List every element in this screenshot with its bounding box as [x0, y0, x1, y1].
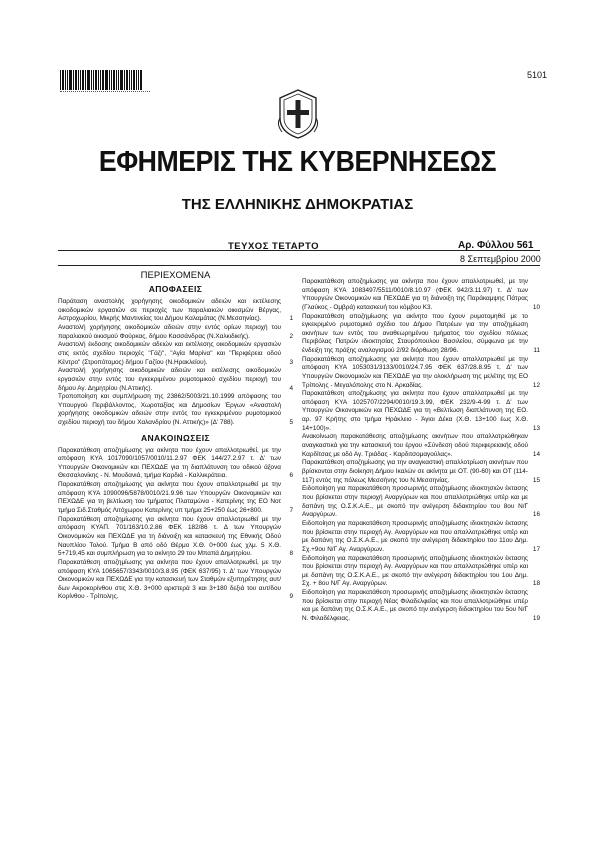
- entry-page-number: 15: [532, 476, 540, 484]
- announcements-list-right: [302, 278, 540, 623]
- entry-text: Αναστολή χορήγησης οικοδομικών αδειών στην εντός ορίων περιοχή του παραλιακού οικισμού Φούρκας, δήμου Κασσάνδρας (Ν.Χαλκιδικής).: [58, 323, 281, 340]
- announcements-list-left: [58, 447, 293, 602]
- entry-text: Παράταση αναστολής χορήγησης οικοδομικών αδειών και εκτέλεσης οικοδομικών εργασιών σε περιοχές των παραλιακών οικισμών Βέργας, Αστροχωρίου, Μικρής Μαντινείας του Δήμου Καλαμάτας (Ν.Μεσσηνίας).: [58, 298, 281, 323]
- entry-page-number: 2: [289, 332, 293, 340]
- entry-page-number: 6: [289, 472, 293, 480]
- barcode: [60, 64, 150, 90]
- contents-entry: [302, 433, 540, 459]
- contents-entry: [58, 559, 293, 602]
- contents-entry: [58, 324, 293, 341]
- contents-entry: [58, 367, 293, 393]
- contents-entry: [58, 298, 293, 324]
- gazette-title: ΕΦΗΜΕΡΙΣ ΤΗΣ ΚΥΒΕΡΝΗΣΕΩΣ: [98, 146, 497, 178]
- entry-text: Αναστολή χορήγησης οικοδομικών αδειών και εκτέλεσης οικοδομικών εργασιών στην εντός του εγκεκριμένου ρυμοτομικού σχεδίου περιοχή του δήμου Αγ. Δημητρίου (Ν.Αττικής).: [58, 367, 281, 392]
- entry-text: Παρακατάθεση αποζημίωσης για την αναγκαστική απαλλοτρίωση ακινήτων που βρίσκονται στην διοίκηση Δήμου Ικαλών σε ακίνητα με ΟΤ. (90-60) και ΟΤ (114-117) εντός της πόλεως Μεσσήνης του Ν.Μεσσηνίας.: [302, 459, 528, 484]
- entry-page-number: 18: [532, 580, 540, 588]
- contents-entry: [58, 481, 293, 515]
- barcode-caption-line: [60, 91, 150, 96]
- contents-entry: [302, 356, 540, 390]
- decisions-list: [58, 298, 293, 428]
- entry-text: Παρακατάθεση αποζημίωσης για ακίνητα που έχουν απαλλοτριωθεί με την απόφαση ΚΥΑΠ. 701/163/10.2.86 ΦΕΚ 182/86 τ. Δ των Υπουργών Οικονομικών και ΠΕΧΩΔΕ για τη διάνοιξη και κατασκευή της Εθνικής Οδού Ναυπλίου Τολού. Τμήμα Β από οδό Θέρμο Χ.Θ. 0+000 έως χλμ. 5 Χ.Θ. 5+719,45 και συμπλήρωση για το ακίνητο 29 του Μπαπά Δημητρίου.: [58, 515, 281, 558]
- entry-page-number: 16: [532, 511, 540, 519]
- entry-page-number: 11: [533, 346, 540, 354]
- page-number: 5101: [527, 70, 548, 80]
- entry-page-number: 1: [289, 315, 293, 323]
- entry-text: Ανακοίνωση παρακατάθεσης αποζημίωσης ακινήτων που απαλλοτριώθηκαν αναγκαστικά για την κατασκευή του έργου «Σύνδεση οδού περιφερειακής οδού Καρδίτσας με οδό Αγ. Τριάδας - Καρδιτσομαγούλας».: [302, 433, 528, 458]
- contents-entry: [58, 447, 293, 481]
- entry-page-number: 14: [532, 450, 540, 458]
- contents-left-column: [58, 270, 293, 602]
- contents-entry: [302, 589, 540, 623]
- entry-text: Αναστολή έκδοσης οικοδομικών αδειών και εκτέλεσης οικοδομικών εργασιών στις εκτός σχεδίου περιοχές "Γάζι", "Αγία Μαρίνα" και "Περιφέρεια οδού Κέντρο" (Στροπότομος) δήμου Γαζίου (Ν.Ηρακλείου).: [58, 341, 281, 366]
- entry-page-number: 4: [289, 384, 293, 392]
- contents-entry: [302, 313, 540, 356]
- contents-heading: ΠΕΡΙΕΧΟΜΕΝΑ: [140, 270, 211, 281]
- greek-coat-of-arms-icon: [276, 88, 320, 140]
- header-rule-lower: [58, 265, 540, 266]
- entry-page-number: 3: [289, 358, 293, 366]
- entry-page-number: 17: [532, 545, 540, 553]
- entry-text: Ειδοποίηση για παρακατάθεση προσωρινής αποζημίωσης ιδιοκτησιών έκτασης που βρίσκεται στην περιοχή Αγ. Αναργύρων και που απαλλοτριώθηκε υπέρ και με δαπάνη της Ο.Σ.Κ.Α.Ε., με σκοπό την ανέγερση διδακτηρίου του 1ου Δημ. Σχ. + 8ου Ν/Γ Αγ. Αναργύρων.: [302, 554, 528, 588]
- entry-text: Παρακατάθεση αποζημίωσης για ακίνητο που έχουν ρυμοτομηθεί με το εγκεκριμένο ρυμοτομικό σχέδιο του Δήμου Πατρέων για την αποζημίωση ακινήτων των εντός του αναθεωρημένου τμήματος του σχεδίου πόλεως Περιβόλας Πατρών ιδιοκτησίας Σταυρόπουλου Βασιλείου, σύμφωνα με την ένδειξη της πράξης αναλογισμού 2/92 διόρθωση 28/96.: [302, 312, 528, 354]
- entry-text: Παρακατάθεση αποζημίωσης για ακίνητα που έχουν απαλλοτριωθεί, με την απόφαση ΚΥΑ 1017090/1057/0010/11.2.97 ΦΕΚ 144/27.2.97 τ. Δ' των Υπουργών Οικονομικών και ΠΕΧΩΔΕ για τη διαπλάτυνση του οδικού άξονα Θεσσαλονίκης - Ν. Μουδανιά, τμήμα Καρδιά - Καλλικράτεια.: [58, 446, 281, 480]
- contents-entry: [302, 520, 540, 554]
- entry-text: Παρακατάθεση αποζημίωσης για ακίνητα που έχουν απαλλοτριωθεί με την απόφαση ΚΥΑ 1090096/5878/0010/21.9.96 των Υπουργών Οικονομικών και ΠΕΧΩΔΕ για τη βελτίωση του τμήματος Πλαταμώνα - Κατερίνης της ΕΟ Νοτ τμήμα Σιδ.Σταθμός Λιτόχωρου Κατερίνης υπ τμήμα 25+250 έως 26+800.: [58, 481, 281, 514]
- contents-entry: [58, 341, 293, 367]
- entry-text: Ειδοποίηση για παρακατάθεση προσωρινής αποζημίωσης ιδιοκτησιών έκτασης που βρίσκεται στην περιοχή Νέας Φιλαδελφείας και που απαλλοτριώθηκε υπέρ και με δαπάνη της Ο.Σ.Κ.Α.Ε., με σκοπό την ανέγερση διδακτηρίου του 5ου Ν/Γ Ν. Φιλαδέλφειας.: [302, 589, 528, 622]
- header-rule: [58, 250, 540, 251]
- contents-entry: [302, 390, 540, 433]
- issue-date: 8 Σεπτεμβρίου 2000: [460, 254, 541, 264]
- contents-entry: [58, 516, 293, 559]
- issue-type: ΤΕΥΧΟΣ ΤΕΤΑΡΤΟ: [228, 241, 319, 252]
- entry-text: Παρακατάθεση αποζημίωσης για ακίνητα που έχουν απαλλοτριωθεί, με την απόφαση ΚΥΑ 1083497/5511/0010/8.10.97 (ΦΕΚ 942/3.11.97) τ. Δ' των Υπουργών Οικονομικών και ΠΕΧΩΔΕ για τη διάνοιξη της Παράκαμψης Πάτρας (Γλαύκος - Ομβρά) κατασκευή του κόμβου Κ3.: [302, 278, 528, 311]
- gazette-subtitle: ΤΗΣ ΕΛΛΗΝΙΚΗΣ ΔΗΜΟΚΡΑΤΙΑΣ: [181, 196, 414, 213]
- entry-page-number: 8: [289, 550, 293, 558]
- entry-page-number: 9: [289, 593, 293, 601]
- sheet-number: Αρ. Φύλλου 561: [458, 240, 534, 251]
- contents-right-column: [302, 278, 540, 624]
- contents-entry: [302, 278, 540, 312]
- entry-text: Ειδοποίηση για παρακατάθεση προσωρινής αποζημίωσης ιδιοκτησιών έκτασης που βρίσκεται στην περιοχή Αναργύρων και που απαλλοτριώθηκε υπέρ και με δαπάνη της Ο.Σ.Κ.Α.Ε., με σκοπό την ανέγερση διδακτηρίου του 8ου Ν/Γ Αναργύρων.: [302, 485, 528, 519]
- entry-text: Παρακατάθεση αποζημίωσης για ακίνητα που έχουν απαλλοτριωθεί με την απόφαση ΚΥΑ 1025707/2294/0010/19.3.99, ΦΕΚ 232/9-4-99 τ. Δ' των Υπουργών Οικονομικών και ΠΕΧΩΔΕ για τη «Βελτίωση διαπλάτυνση της ΕΟ. αρ. 97 Κρήτης στο τμήμα Ηράκλειο - Άγιοι Δέκα (Χ.Θ. 13+100 έως Χ.Θ. 14+100)».: [302, 390, 528, 432]
- entry-page-number: 5: [289, 419, 293, 427]
- entry-page-number: 10: [532, 303, 540, 311]
- contents-entry: [302, 485, 540, 519]
- entry-text: Παρακατάθεση αποζημίωσης για ακίνητα που έχουν απαλλοτριωθεί με την απόφαση ΚΥΑ 1053031/3133/0010/24.7.95 ΦΕΚ 637/28.8.95 τ. Δ' των Υπουργών Οικονομικών και ΠΕΧΩΔΕ για την ολοκλήρωση της μελέτης της ΕΟ Τρίπολης - Μεγαλόπολης στο Ν. Αρκαδίας.: [302, 355, 528, 389]
- entry-text: Τροποποίηση και συμπλήρωση της 23862/5003/21.10.1999 απόφασης του Υπουργού Περιβάλλοντος, Χωροταξίας και Δημοσίων Έργων «Αναστολή χορήγησης οικοδομικών αδειών στην εντός του εγκεκριμένου ρυμοτομικού σχεδίου περιοχή του δήμου Χαλανδρίου (Ν. Αττικής)» (Δ' 788).: [58, 393, 281, 427]
- entry-page-number: 12: [532, 381, 540, 389]
- entry-page-number: 13: [532, 424, 540, 432]
- contents-entry: [302, 459, 540, 485]
- entry-page-number: 19: [532, 614, 540, 622]
- decisions-heading: ΑΠΟΦΑΣΕΙΣ: [148, 284, 203, 294]
- announcements-heading: ΑΝΑΚΟΙΝΩΣΕΙΣ: [140, 432, 211, 443]
- contents-entry: [58, 393, 293, 427]
- entry-text: Ειδοποίηση για παρακατάθεση προσωρινής αποζημίωσης ιδιοκτησιών έκτασης που βρίσκεται στην περιοχή Αγ. Αναργύρων και που απαλλοτριώθηκε υπέρ και με δαπάνη της Ο.Σ.Κ.Α.Ε., με σκοπό την ανέγερση διδακτηρίου του 11ου Δημ. Σχ.+9ου Ν/Γ Αγ. Αναργύρων.: [302, 519, 528, 553]
- entry-text: Παρακατάθεση αποζημίωσης για ακίνητα που έχουν απαλλοτριωθεί, με την απόφαση ΚΥΑ 1065657/3343/0010/3.8.95 (ΦΕΚ 637/95) τ. Δ' των Υπουργών Οικονομικών και ΠΕΧΩΔΕ για την κατασκευή των Σταθμών εξυπηρέτησης αυτ/δων Ακροκορίνθου στις Χ.Θ. 3+000 αριστερά 3 και 3+180 δεξιά του αυτ/δου Κορίνθου - Τρίπολης.: [58, 558, 281, 601]
- contents-entry: [302, 555, 540, 589]
- entry-page-number: 7: [289, 507, 293, 514]
